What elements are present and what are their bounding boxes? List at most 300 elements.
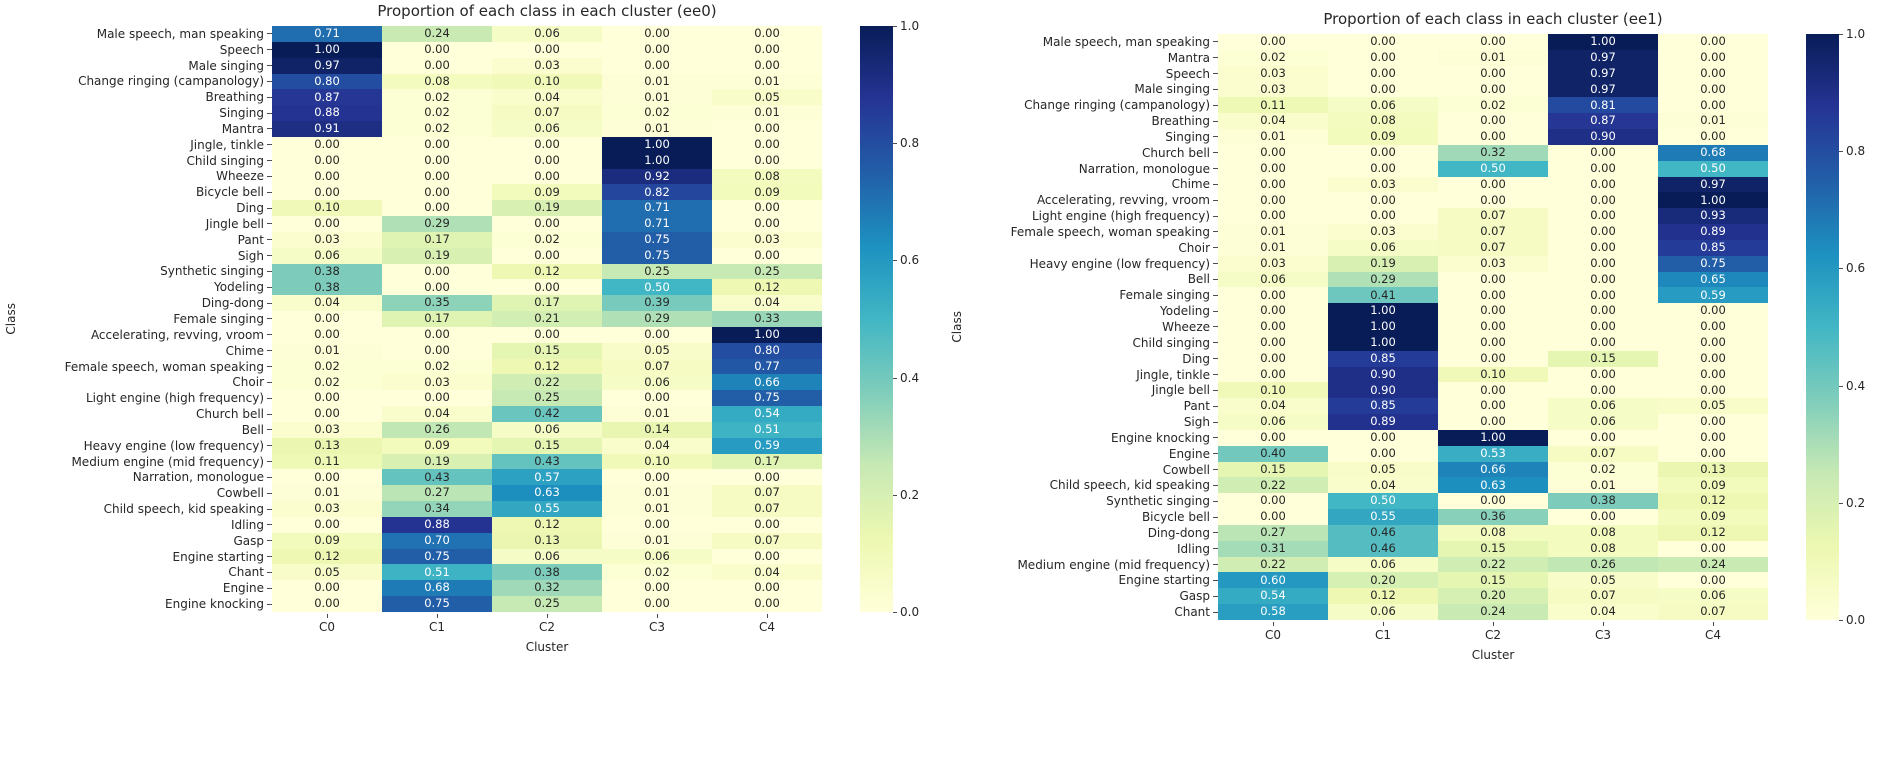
heatmap-cell: 0.07 [712,533,822,549]
heatmap-cell: 0.19 [382,454,492,470]
heatmap-cell: 0.90 [1328,382,1438,398]
heatmap-cell: 0.15 [492,343,602,359]
heatmap-cell: 0.20 [1438,588,1548,604]
heatmap-cell: 0.00 [1548,382,1658,398]
row-label: Female singing [22,311,272,327]
row-label: Light engine (high frequency) [22,390,272,406]
heatmap-cell: 0.54 [712,406,822,422]
heatmap-cell: 0.00 [382,42,492,58]
heatmap-cell: 0.02 [1438,97,1548,113]
heatmap-cell: 0.01 [1218,129,1328,145]
heatmap-cell: 0.00 [1548,240,1658,256]
heatmap-cell: 0.00 [1438,319,1548,335]
heatmap-cell: 0.00 [1218,319,1328,335]
row-label: Female speech, woman speaking [968,224,1218,240]
heatmap-cell: 0.13 [1658,462,1768,478]
heatmap-cell: 0.00 [1658,446,1768,462]
heatmap-cell: 0.00 [1658,572,1768,588]
heatmap-cell: 0.06 [1218,414,1328,430]
heatmap-cell: 0.17 [382,311,492,327]
colorbar-tick-label: 0.0 [893,605,919,619]
x-tick-labels-ee0 [272,614,822,634]
heatmap-cell: 0.06 [492,26,602,42]
heatmap-cell: 0.51 [382,564,492,580]
row-label: Jingle bell [968,382,1218,398]
heatmap-cell: 0.00 [1548,177,1658,193]
heatmap-cell: 0.97 [1658,177,1768,193]
heatmap-cell: 0.01 [712,105,822,121]
heatmap-cell: 0.91 [272,121,382,137]
heatmap-cell: 0.63 [1438,477,1548,493]
heatmap-cell: 0.80 [272,74,382,90]
heatmap-cell: 0.00 [1658,414,1768,430]
heatmap-cell: 0.02 [1218,50,1328,66]
heatmap-cell: 0.13 [492,533,602,549]
heatmap-cell: 0.00 [382,153,492,169]
heatmap-cell: 0.04 [1218,113,1328,129]
row-label: Ding [968,351,1218,367]
x-tick-label: C2 [492,614,602,634]
heatmap-cell: 0.07 [1548,588,1658,604]
heatmap-cell: 0.03 [712,232,822,248]
x-tick-label: C3 [602,614,712,634]
x-axis-label-ee1: Cluster [1471,648,1515,662]
heatmap-cell: 0.00 [382,327,492,343]
row-label: Idling [968,541,1218,557]
row-label: Yodeling [968,303,1218,319]
x-tick-label: C1 [1328,622,1438,642]
heatmap-cell: 0.07 [1438,208,1548,224]
row-label: Sigh [22,248,272,264]
heatmap-cell: 0.06 [1658,588,1768,604]
heatmap-cell: 0.10 [272,200,382,216]
heatmap-cell: 0.00 [712,517,822,533]
x-axis-label-ee0: Cluster [525,640,569,654]
heatmap-cell: 0.00 [1218,367,1328,383]
heatmap-cell: 0.19 [1328,256,1438,272]
heatmap-cell: 0.00 [1438,66,1548,82]
heatmap-cell: 0.85 [1658,240,1768,256]
heatmap-cell: 0.10 [1438,367,1548,383]
colorbar-ticks-ee0 [893,19,941,619]
row-label: Chime [22,343,272,359]
row-label: Child speech, kid speaking [968,477,1218,493]
heatmap-cell: 0.00 [1328,161,1438,177]
heatmap-cell: 0.88 [272,105,382,121]
heatmap-cell: 0.00 [602,469,712,485]
heatmap-cell: 0.06 [272,248,382,264]
colorbar-tick-label: 0.6 [893,253,919,267]
heatmap-cell: 0.08 [382,74,492,90]
heatmap-cell: 0.75 [382,596,492,612]
heatmap-cell: 0.04 [712,295,822,311]
heatmap-cell: 0.50 [1328,493,1438,509]
heatmap-cell: 0.55 [492,501,602,517]
heatmap-cell: 0.00 [272,153,382,169]
heatmap-cell: 0.06 [602,549,712,565]
row-label: Chant [968,604,1218,620]
heatmap-cell: 0.03 [1328,224,1438,240]
heatmap-cell: 0.03 [1218,66,1328,82]
heatmap-cell: 0.14 [602,422,712,438]
heatmap-cell: 0.09 [1658,477,1768,493]
heatmap-cell: 0.00 [1658,66,1768,82]
heatmap-cell: 0.01 [1658,113,1768,129]
heatmap-cell: 0.90 [1328,367,1438,383]
heatmap-cell: 0.00 [492,279,602,295]
heatmap-cell: 0.25 [492,596,602,612]
heatmap-cell: 0.06 [1328,557,1438,573]
heatmap-cell: 0.05 [1548,572,1658,588]
row-label: Yodeling [22,279,272,295]
heatmap-cell: 0.00 [272,469,382,485]
heatmap-cell: 0.77 [712,359,822,375]
row-label: Bell [968,272,1218,288]
heatmap-cell: 0.06 [1328,604,1438,620]
heatmap-cell: 0.00 [1438,351,1548,367]
heatmap-cell: 0.00 [712,200,822,216]
heatmap-cell: 0.00 [1438,113,1548,129]
heatmap-cell: 0.00 [1438,34,1548,50]
heatmap-cell: 0.05 [602,343,712,359]
colorbar-ee1 [1806,27,1887,627]
heatmap-cell: 0.01 [1548,477,1658,493]
heatmap-cell: 0.38 [1548,493,1658,509]
heatmap-cell: 0.19 [492,200,602,216]
heatmap-cell: 0.07 [1438,240,1548,256]
x-tick-labels-ee1 [1218,622,1768,642]
heatmap-cell: 0.06 [1548,414,1658,430]
heatmap-cell: 0.01 [602,89,712,105]
row-label: Singing [968,129,1218,145]
row-label: Heavy engine (low frequency) [968,256,1218,272]
heatmap-cell: 0.00 [1328,208,1438,224]
heatmap-cell: 0.25 [602,264,712,280]
heatmap-cell: 0.00 [1218,493,1328,509]
heatmap-cell: 0.03 [1218,256,1328,272]
heatmap-cell: 0.07 [492,105,602,121]
heatmap-cell: 0.00 [1218,177,1328,193]
heatmap-cell: 0.00 [712,248,822,264]
heatmap-cell: 0.71 [272,26,382,42]
heatmap-cell: 0.46 [1328,541,1438,557]
heatmap-cell: 0.02 [382,121,492,137]
colorbar-tick-label: 0.8 [1839,144,1865,158]
heatmap-cell: 0.06 [1218,272,1328,288]
heatmap-cell: 0.15 [1438,572,1548,588]
colorbar-tick-label: 0.0 [1839,613,1865,627]
heatmap-cell: 0.01 [1218,224,1328,240]
heatmap-cell: 0.00 [1438,129,1548,145]
row-label: Mantra [22,121,272,137]
heatmap-cell: 0.00 [1218,509,1328,525]
heatmap-cell: 0.00 [602,42,712,58]
heatmap-cell: 0.88 [382,517,492,533]
heatmap-cell: 0.90 [1548,129,1658,145]
heatmap-cell: 0.02 [272,374,382,390]
heatmap-cell: 0.00 [382,184,492,200]
heatmap-cell: 0.04 [272,295,382,311]
heatmap-cell: 0.00 [712,580,822,596]
heatmap-cell: 0.00 [1438,414,1548,430]
heatmap-cell: 0.22 [492,374,602,390]
row-label: Jingle, tinkle [968,367,1218,383]
heatmap-cell: 0.00 [712,42,822,58]
heatmap-cell: 0.75 [602,232,712,248]
heatmap-cell: 0.09 [272,533,382,549]
heatmap-cell: 0.59 [1658,287,1768,303]
heatmap-cell: 0.00 [1438,272,1548,288]
row-label: Narration, monologue [22,469,272,485]
heatmap-cell: 0.03 [272,501,382,517]
heatmap-cell: 0.33 [712,311,822,327]
heatmap-cell: 0.00 [382,200,492,216]
heatmap-cell: 0.00 [382,58,492,74]
heatmap-cell: 0.29 [1328,272,1438,288]
heatmap-cell: 0.29 [382,216,492,232]
heatmap-cell: 0.03 [1438,256,1548,272]
heatmap-cell: 0.36 [1438,509,1548,525]
heatmap-cell: 0.85 [1328,398,1438,414]
heatmap-cell: 0.87 [272,89,382,105]
heatmap-cell: 0.05 [272,564,382,580]
heatmap-cell: 0.07 [712,501,822,517]
heatmap-cell: 0.75 [602,248,712,264]
heatmap-cell: 0.00 [602,580,712,596]
row-label: Speech [22,42,272,58]
x-tick-label: C0 [272,614,382,634]
heatmap-cell: 0.00 [1548,208,1658,224]
heatmap-cell: 0.17 [492,295,602,311]
heatmap-cell: 0.00 [492,327,602,343]
row-label: Engine [968,446,1218,462]
heatmap-cell: 0.38 [492,564,602,580]
heatmap-cell: 0.00 [1658,541,1768,557]
heatmap-cell: 0.00 [1658,97,1768,113]
heatmap-cell: 0.10 [602,454,712,470]
heatmap-cell: 0.00 [712,469,822,485]
heatmap-cell: 0.00 [272,390,382,406]
heatmap-cell: 0.46 [1328,525,1438,541]
heatmap-cell: 1.00 [1328,335,1438,351]
heatmap-cell: 0.00 [1438,177,1548,193]
heatmap-cell: 0.00 [1548,303,1658,319]
heatmap-cell: 0.07 [1438,224,1548,240]
heatmap-cell: 0.05 [1328,462,1438,478]
heatmap-cell: 0.12 [272,549,382,565]
heatmap-cell: 1.00 [1658,192,1768,208]
heatmap-cell: 0.12 [1658,525,1768,541]
heatmap-cell: 0.19 [382,248,492,264]
heatmap-cell: 0.03 [1218,82,1328,98]
heatmap-cell: 0.97 [1548,50,1658,66]
heatmap-cell: 0.85 [1328,351,1438,367]
heatmap-cell: 0.00 [1548,509,1658,525]
heatmap-cell: 0.01 [602,406,712,422]
heatmap-cell: 0.11 [272,454,382,470]
y-axis-label-ee0 [0,26,22,612]
heatmap-cell: 0.01 [1438,50,1548,66]
heatmap-cell: 0.15 [1438,541,1548,557]
row-label: Synthetic singing [22,264,272,280]
heatmap-cell: 0.80 [712,343,822,359]
heatmap-cell: 0.00 [492,42,602,58]
heatmap-cell: 0.00 [1548,287,1658,303]
heatmap-cell: 0.00 [1548,430,1658,446]
heatmap-cell: 0.97 [1548,66,1658,82]
row-label: Accelerating, revving, vroom [968,192,1218,208]
heatmap-cell: 0.00 [272,406,382,422]
heatmap-cell: 0.00 [712,58,822,74]
row-label: Chime [968,177,1218,193]
heatmap-cell: 0.12 [492,517,602,533]
heatmap-cell: 0.08 [1328,113,1438,129]
heatmap-cell: 0.34 [382,501,492,517]
heatmap-cell: 1.00 [1548,34,1658,50]
heatmap-cell: 0.00 [272,327,382,343]
heatmap-cell: 0.00 [492,169,602,185]
heatmap-cell: 0.06 [1328,240,1438,256]
heatmap-cell: 0.26 [382,422,492,438]
heatmap-cell: 0.00 [602,26,712,42]
row-label: Female singing [968,287,1218,303]
heatmap-cell: 0.00 [1658,303,1768,319]
heatmap-cell: 0.04 [1218,398,1328,414]
heatmap-cell: 0.15 [1548,351,1658,367]
heatmap-cell: 0.50 [1438,161,1548,177]
heatmap-cell: 0.25 [492,390,602,406]
heatmap-cell: 0.02 [382,105,492,121]
heatmap-cell: 0.25 [712,264,822,280]
heatmap-cell: 0.02 [382,359,492,375]
heatmap-cell: 0.04 [1328,477,1438,493]
x-tick-label: C4 [1658,622,1768,642]
colorbar-tick-label: 1.0 [1839,27,1865,41]
heatmap-cell: 0.31 [1218,541,1328,557]
row-label: Choir [968,240,1218,256]
row-label: Male speech, man speaking [968,34,1218,50]
heatmap-cell: 0.01 [712,74,822,90]
row-label: Ding-dong [22,295,272,311]
colorbar-tick-label: 0.4 [1839,379,1865,393]
heatmap-cell: 0.00 [272,137,382,153]
heatmap-cell: 0.09 [712,184,822,200]
colorbar-ticks-ee1 [1839,27,1887,627]
heatmap-cell: 0.01 [272,343,382,359]
heatmap-cell: 0.89 [1658,224,1768,240]
heatmap-cell: 0.43 [492,454,602,470]
row-label: Sigh [968,414,1218,430]
heatmap-cell: 0.38 [272,264,382,280]
heatmap-cell: 0.00 [272,596,382,612]
heatmap-cell: 0.71 [602,216,712,232]
row-label: Singing [22,105,272,121]
colorbar-tick-label: 0.6 [1839,261,1865,275]
heatmap-cell: 0.08 [1548,541,1658,557]
heatmap-cell: 0.00 [1218,145,1328,161]
heatmap-cell: 0.00 [1438,192,1548,208]
row-label: Mantra [968,50,1218,66]
heatmap-cell: 0.12 [492,264,602,280]
heatmap-cell: 0.03 [272,422,382,438]
heatmap-cell: 0.00 [1658,82,1768,98]
heatmap-cell: 0.00 [602,390,712,406]
heatmap-cell: 0.68 [382,580,492,596]
heatmap-cell: 0.00 [1658,50,1768,66]
heatmap-cell: 0.51 [712,422,822,438]
heatmap-cell: 0.97 [272,58,382,74]
x-tick-label: C2 [1438,622,1548,642]
row-label: Synthetic singing [968,493,1218,509]
colorbar-tick-label: 1.0 [893,19,919,33]
heatmap-cell: 0.06 [1328,97,1438,113]
chart-title-ee1: Proportion of each class in each cluster (ee1) [1323,10,1663,28]
heatmap-cell: 0.50 [1658,161,1768,177]
heatmap-cell: 0.01 [602,485,712,501]
heatmap-cell: 1.00 [272,42,382,58]
heatmap-cell: 0.00 [1218,303,1328,319]
row-label: Church bell [968,145,1218,161]
row-labels-ee1 [968,34,1218,620]
heatmap-cell: 0.42 [492,406,602,422]
heatmap-cell: 0.07 [1658,604,1768,620]
heatmap-cell: 0.38 [272,279,382,295]
heatmap-cell: 0.43 [382,469,492,485]
heatmap-cell: 0.00 [1328,66,1438,82]
colorbar-tick-label: 0.2 [1839,496,1865,510]
heatmap-cell: 0.22 [1218,557,1328,573]
heatmap-cell: 1.00 [602,137,712,153]
heatmap-cell: 0.60 [1218,572,1328,588]
heatmap-cell: 0.00 [1548,161,1658,177]
heatmap-cell: 0.00 [1328,82,1438,98]
heatmap-cell: 0.10 [492,74,602,90]
heatmap-cell: 0.32 [1438,145,1548,161]
heatmap-cell: 0.00 [1438,335,1548,351]
heatmap-cell: 0.00 [492,137,602,153]
row-label: Heavy engine (low frequency) [22,438,272,454]
row-label: Bicycle bell [22,184,272,200]
heatmap-cell: 0.01 [602,533,712,549]
row-label: Choir [22,374,272,390]
heatmap-cell: 0.12 [1328,588,1438,604]
heatmap-cell: 0.21 [492,311,602,327]
heatmap-cell: 0.00 [382,343,492,359]
row-label: Wheeze [968,319,1218,335]
heatmap-cell: 0.01 [602,74,712,90]
heatmap-grid-ee0 [272,26,822,612]
heatmap-cell: 0.00 [1658,382,1768,398]
heatmap-cell: 0.75 [712,390,822,406]
heatmap-cell: 0.02 [382,89,492,105]
heatmap-cell: 0.00 [712,137,822,153]
row-label: Child singing [22,153,272,169]
heatmap-cell: 0.00 [272,184,382,200]
row-label: Cowbell [22,485,272,501]
heatmap-cell: 0.04 [492,89,602,105]
heatmap-cell: 0.00 [272,169,382,185]
heatmap-cell: 0.02 [492,232,602,248]
heatmap-cell: 0.05 [1658,398,1768,414]
heatmap-cell: 0.50 [602,279,712,295]
heatmap-cell: 0.40 [1218,446,1328,462]
heatmap-cell: 0.08 [712,169,822,185]
heatmap-cell: 0.01 [272,485,382,501]
heatmap-cell: 0.89 [1328,414,1438,430]
heatmap-panel-ee1 [946,10,1892,662]
heatmap-cell: 0.00 [1548,272,1658,288]
heatmap-cell: 0.06 [602,374,712,390]
